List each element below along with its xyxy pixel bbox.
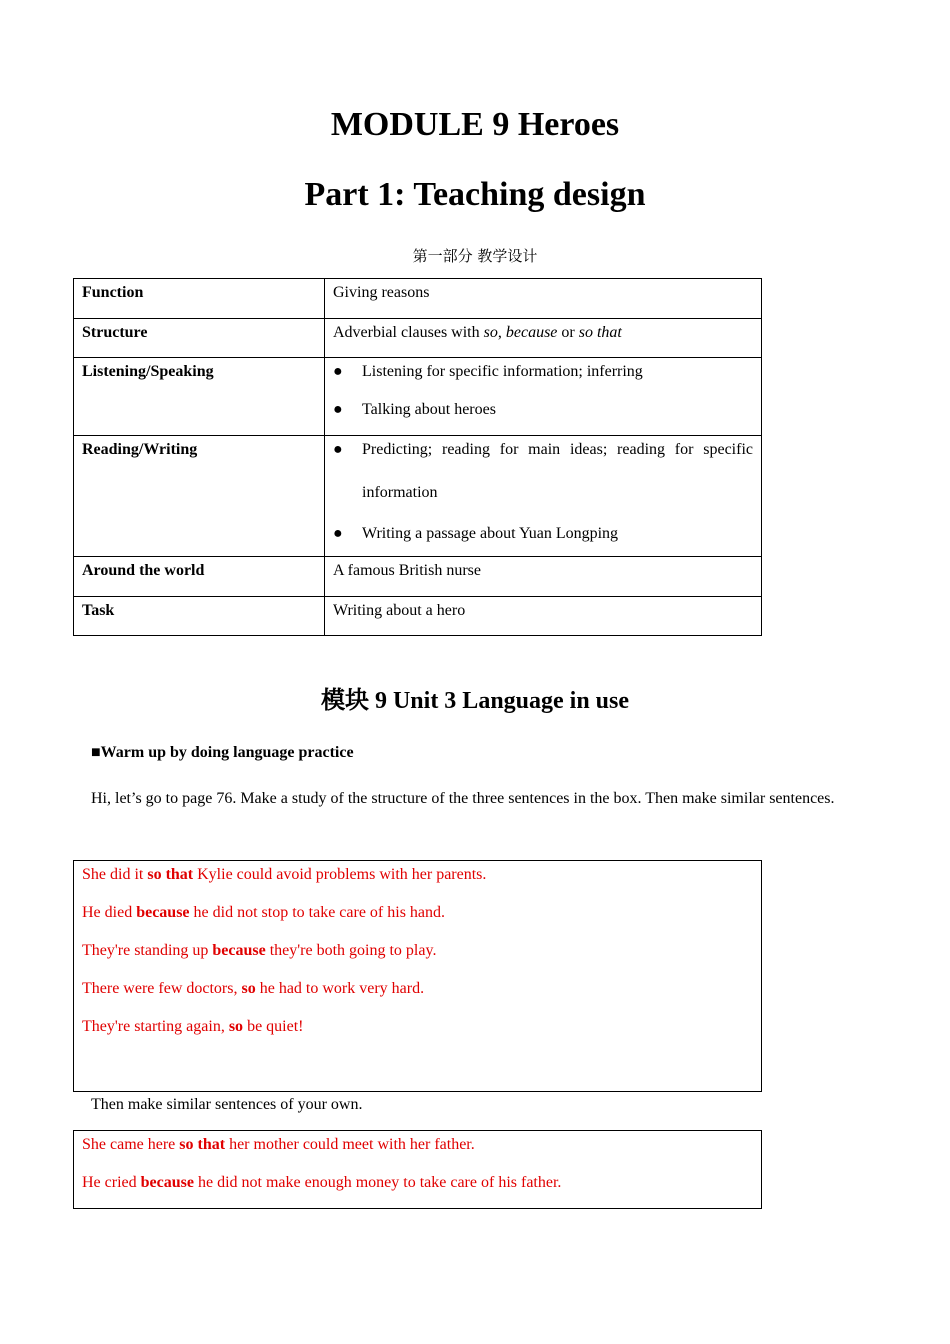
bullet-item (333, 362, 753, 381)
example-sentence (82, 866, 486, 884)
bullet-text: Writing a passage about Yuan Longping (362, 525, 619, 542)
sentence-text: He cried (82, 1174, 141, 1191)
value-text: Adverbial clauses with (333, 324, 484, 341)
bullet-icon: ● (333, 401, 343, 418)
sentence-text: be quiet! (243, 1018, 304, 1035)
bullet-item (333, 524, 753, 543)
row-value (325, 358, 762, 436)
bullet-item (333, 440, 753, 514)
own-sentence (82, 1136, 475, 1154)
table-row (74, 436, 762, 557)
own-sentences-box (73, 1130, 762, 1209)
bullet-text: Predicting; reading for main ideas; reading for specific information (362, 441, 753, 501)
sentence-keyword: because (140, 1174, 194, 1191)
value-italic: so that (578, 324, 622, 341)
sentence-text: He died (82, 904, 137, 921)
sentence-text: he did not make enough money to take care of his father. (193, 1174, 562, 1191)
unit-heading: 模块 9 Unit 3 Language in use (320, 688, 630, 714)
sentence-text: There were few doctors, (82, 980, 242, 997)
row-label: Listening/Speaking (74, 358, 325, 436)
bullet-text: Talking about heroes (362, 401, 496, 418)
example-sentences-box (73, 860, 762, 1092)
warm-up-heading: ■Warm up by doing language practice (91, 744, 354, 761)
bullet-item (333, 400, 753, 419)
sentence-text: Kylie could avoid problems with her parents. (193, 866, 487, 883)
row-label: Function (74, 279, 325, 319)
sentence-text: he had to work very hard. (255, 980, 425, 997)
row-value (325, 319, 762, 358)
table-row (74, 597, 762, 636)
module-title: MODULE 9 Heroes (330, 106, 620, 143)
table-row (74, 358, 762, 436)
row-value: A famous British nurse (325, 557, 762, 597)
sentence-text: She came here (82, 1136, 180, 1153)
value-italic: so (483, 324, 498, 341)
row-value: Writing about a hero (325, 597, 762, 636)
value-text: , (497, 324, 506, 341)
sentence-text: they're both going to play. (265, 942, 437, 959)
sentence-text: her mother could meet with her father. (225, 1136, 475, 1153)
sentence-text: They're starting again, (82, 1018, 229, 1035)
sentence-text: he did not stop to take care of his hand. (189, 904, 446, 921)
chinese-subtitle: 第一部分 教学设计 (412, 247, 538, 265)
part-title: Part 1: Teaching design (304, 176, 646, 213)
row-label: Around the world (74, 557, 325, 597)
table-row (74, 279, 762, 319)
sentence-keyword: so that (147, 866, 194, 883)
example-sentence (82, 904, 445, 922)
row-label: Structure (74, 319, 325, 358)
row-label: Reading/Writing (74, 436, 325, 557)
instruction-paragraph: Hi, let’s go to page 76. Make a study of the structure of the three sentences in the box. Then make similar sentences. (91, 790, 835, 807)
sentence-keyword: so that (179, 1136, 226, 1153)
bullet-text: Listening for specific information; inferring (362, 363, 643, 380)
sentence-text: They're standing up (82, 942, 213, 959)
bullet-icon: ● (333, 363, 343, 380)
follow-up-instruction: Then make similar sentences of your own. (91, 1096, 363, 1113)
row-value: Giving reasons (325, 279, 762, 319)
own-sentence (82, 1174, 561, 1192)
value-italic: because (505, 324, 558, 341)
example-sentence (82, 1018, 303, 1036)
sentence-keyword: so (228, 1018, 244, 1035)
bullet-icon: ● (333, 441, 343, 458)
example-sentence (82, 980, 424, 998)
row-label: Task (74, 597, 325, 636)
value-text: or (557, 324, 579, 341)
sentence-text: She did it (82, 866, 148, 883)
sentence-keyword: because (136, 904, 190, 921)
table-row (74, 557, 762, 597)
sentence-keyword: because (212, 942, 266, 959)
sentence-keyword: so (241, 980, 256, 997)
teaching-design-table (73, 278, 762, 636)
table-row (74, 319, 762, 358)
bullet-icon: ● (333, 525, 343, 542)
row-value (325, 436, 762, 557)
example-sentence (82, 942, 436, 960)
